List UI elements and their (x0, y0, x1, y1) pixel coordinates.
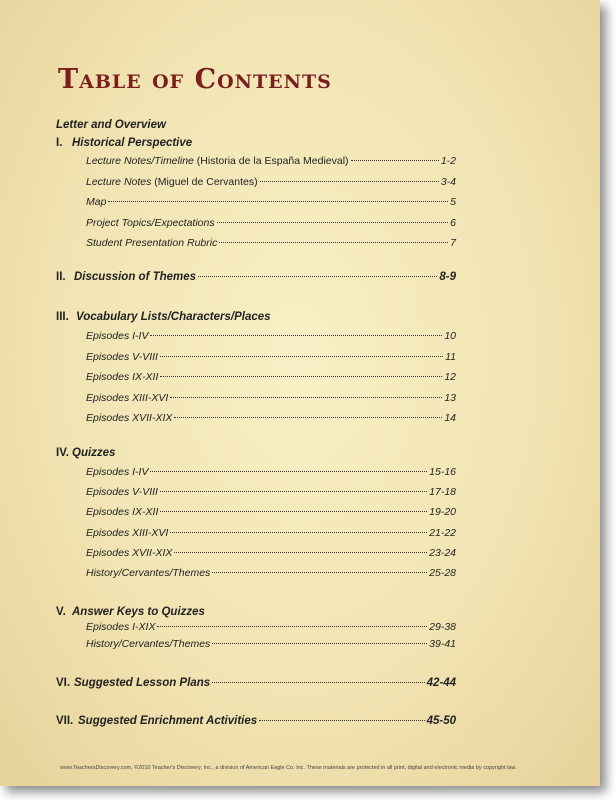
entry-label: Episodes XIII-XVI (86, 391, 169, 404)
entry-label: Episodes IX-XII (86, 506, 159, 519)
page-number: 15-16 (429, 466, 456, 478)
page-number: 25-28 (429, 567, 456, 579)
entry-subtitle: (Historia de la España Medieval) (193, 155, 349, 167)
dot-leader (212, 682, 424, 683)
page-number: 19-20 (429, 506, 456, 519)
page-number: 10 (444, 330, 456, 342)
dot-leader (108, 201, 448, 202)
toc-entry[interactable] (86, 466, 456, 478)
entry-label: Episodes I-IV (86, 466, 149, 478)
section-title: Suggested Lesson Plans (74, 677, 211, 689)
toc-section-heading (56, 447, 115, 459)
section-number: IV. (56, 447, 70, 459)
dot-leader (259, 720, 424, 721)
entry-label: Episodes XVII-XIX (86, 412, 173, 424)
entry-label: Lecture Notes (Miguel de Cervantes) (86, 175, 258, 188)
toc-entry[interactable] (86, 486, 456, 498)
dot-leader (174, 552, 427, 553)
page-number: 14 (444, 412, 456, 424)
page-number: 11 (445, 350, 456, 363)
toc-section-row[interactable] (56, 677, 456, 689)
entry-label: History/Cervantes/Themes (86, 567, 211, 579)
toc-section-heading (56, 137, 192, 149)
section-number: V. (56, 606, 66, 618)
toc-entry[interactable] (86, 392, 456, 404)
toc-section-heading (56, 311, 271, 323)
toc-entry[interactable] (86, 155, 456, 167)
entry-label: Episodes I-XIX (86, 621, 156, 633)
toc-entry[interactable] (86, 330, 456, 342)
toc-entry[interactable] (86, 621, 456, 633)
page-number: 39-41 (429, 638, 456, 650)
section-number: II. (56, 271, 66, 283)
dot-leader (160, 511, 427, 512)
page-number: 21-22 (429, 526, 456, 539)
page-number: 17-18 (429, 486, 456, 499)
dot-leader (217, 222, 449, 223)
toc-entry[interactable] (86, 567, 456, 579)
letter-overview-heading: Letter and Overview (56, 119, 166, 131)
page-number: 12 (444, 371, 456, 383)
toc-entry[interactable] (86, 371, 456, 383)
dot-leader (212, 572, 427, 573)
page-number: 6 (450, 216, 456, 229)
entry-label: Episodes V-VIII (86, 486, 158, 499)
page-number: 45-50 (426, 715, 456, 727)
dot-leader (150, 335, 442, 336)
section-title: Answer Keys to Quizzes (72, 606, 205, 618)
section-title: Vocabulary Lists/Characters/Places (76, 311, 271, 323)
section-number: III. (56, 311, 69, 323)
dot-leader (260, 181, 439, 182)
toc-section-heading (56, 606, 205, 618)
dot-leader (351, 160, 439, 161)
toc-entry[interactable] (86, 237, 456, 249)
toc-entry[interactable] (86, 217, 456, 229)
entry-label: Episodes V-VIII (86, 350, 158, 363)
dot-leader (160, 491, 427, 492)
entry-label: Student Presentation Rubric (86, 237, 218, 249)
dot-leader (160, 356, 443, 357)
toc-entry[interactable] (86, 547, 456, 559)
page-number: 7 (450, 237, 456, 249)
section-title: Discussion of Themes (74, 271, 197, 283)
section-number: VII. (56, 715, 74, 727)
dot-leader (212, 643, 427, 644)
entry-label: Episodes I-IV (86, 330, 149, 342)
page-number: 13 (444, 391, 456, 404)
page-number: 3-4 (440, 175, 456, 188)
page-number: 42-44 (426, 677, 456, 689)
dot-leader (174, 417, 442, 418)
toc-entry[interactable] (86, 527, 456, 539)
toc-section-row[interactable] (56, 271, 456, 283)
copyright-footer: www.TeachersDiscovery.com, ©2010 Teacher's Discovery, Inc., a division of American Eagle Co. Inc. These materials are protected in all print, digital and electronic media by copyright law. (60, 765, 517, 771)
dot-leader (170, 397, 442, 398)
entry-label: Project Topics/Expectations (86, 216, 215, 229)
dot-leader (160, 376, 442, 377)
section-title: Suggested Enrichment Activities (78, 715, 258, 727)
entry-subtitle: (Miguel de Cervantes) (151, 175, 258, 188)
page-title: Table of Contents (58, 64, 332, 95)
toc-entry[interactable] (86, 506, 456, 518)
entry-label: History/Cervantes/Themes (86, 638, 211, 650)
toc-section-row[interactable] (56, 715, 456, 727)
section-title: Historical Perspective (72, 137, 193, 149)
page-number: 1-2 (440, 155, 456, 167)
dot-leader (150, 471, 427, 472)
toc-entry[interactable] (86, 196, 456, 208)
toc-entry[interactable] (86, 351, 456, 363)
entry-label: Episodes IX-XII (86, 371, 159, 383)
dot-leader (157, 626, 427, 627)
entry-label: Episodes XVII-XIX (86, 546, 173, 559)
section-title: Quizzes (72, 447, 116, 459)
page-number: 5 (450, 196, 456, 208)
section-number: VI. (56, 677, 71, 689)
entry-label: Episodes XIII-XVI (86, 526, 169, 539)
toc-entry[interactable] (86, 176, 456, 188)
entry-label: Lecture Notes/Timeline (Historia de la España Medieval) (86, 155, 349, 167)
toc-entry[interactable] (86, 412, 456, 424)
dot-leader (219, 242, 448, 243)
dot-leader (198, 276, 437, 277)
page-number: 8-9 (439, 271, 456, 283)
page-number: 29-38 (429, 621, 456, 633)
page-number: 23-24 (429, 546, 456, 559)
toc-entry[interactable] (86, 638, 456, 650)
entry-label: Map (86, 196, 107, 208)
section-number: I. (56, 137, 63, 149)
dot-leader (170, 532, 427, 533)
